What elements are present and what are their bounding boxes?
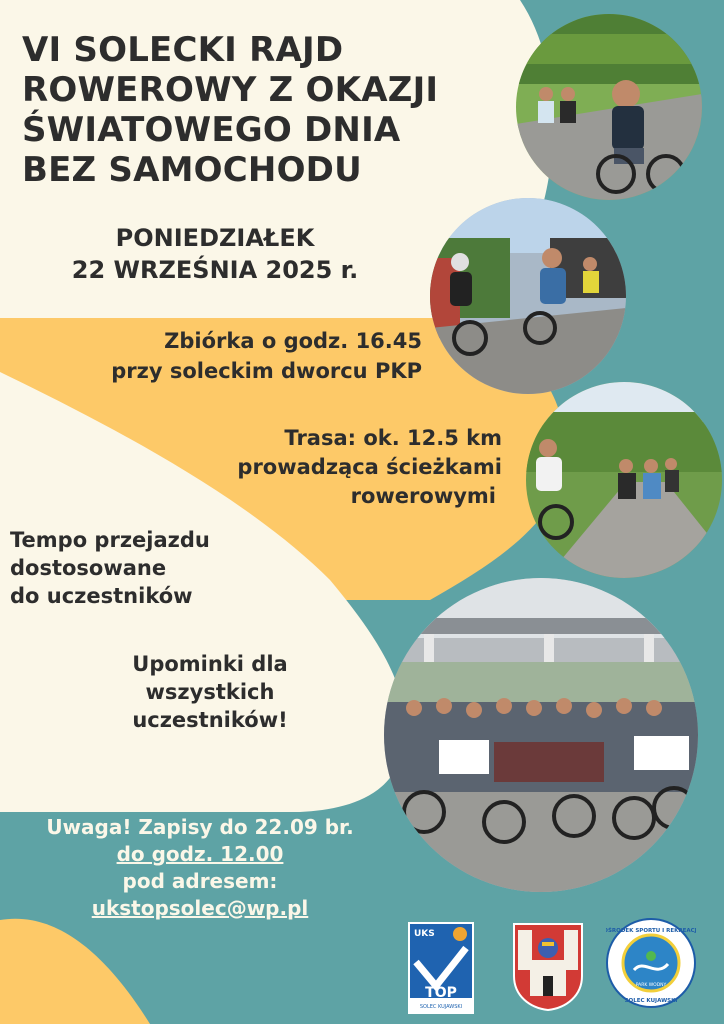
gifts-line: wszystkich — [145, 680, 275, 704]
osir-inner-text: PARK WODNY — [635, 983, 667, 988]
route-line: prowadząca ścieżkami — [237, 455, 502, 479]
signup-line: pod adresem: — [122, 869, 278, 893]
osir-bottom-text: SOLEC KUJAWSKI — [624, 998, 678, 1004]
tempo-line: Tempo przejazdu — [10, 528, 210, 552]
date-weekday: PONIEDZIAŁEK — [115, 224, 315, 252]
title-line: BEZ SAMOCHODU — [22, 150, 362, 190]
signup-note — [10, 814, 390, 922]
gifts-line: uczestników! — [132, 708, 288, 732]
signup-line: Uwaga! Zapisy do 22.09 br. — [46, 815, 354, 839]
title-line: ROWEROWY Z OKAZJI — [22, 70, 439, 110]
osir-logo — [606, 918, 696, 1008]
route-info — [150, 424, 502, 511]
signup-deadline: do godz. 12.00 — [116, 842, 284, 866]
meeting-line: Zbiórka o godz. 16.45 — [164, 329, 422, 353]
event-date — [20, 222, 410, 286]
gifts-line: Upominki dla — [132, 652, 288, 676]
route-line: Trasa: ok. 12.5 km — [284, 426, 502, 450]
uks-top-logo — [408, 922, 474, 1014]
group-photo — [384, 578, 698, 892]
coat-of-arms-logo — [510, 920, 586, 1012]
tempo-line: dostosowane — [10, 556, 167, 580]
tempo-line: do uczestników — [10, 584, 193, 608]
top-label: TOP — [425, 985, 457, 1001]
title-line: ŚWIATOWEGO DNIA — [22, 110, 401, 150]
uks-label: UKS — [414, 929, 435, 939]
event-title — [22, 30, 492, 190]
title-line: VI SOLECKI RAJD — [22, 30, 344, 70]
osir-ring-text: OŚRODEK SPORTU I REKREACJI — [606, 928, 696, 934]
cyclists-photo-3 — [526, 382, 722, 578]
meeting-line: przy soleckim dworcu PKP — [111, 359, 422, 383]
cyclists-photo-2 — [430, 198, 626, 394]
meeting-info — [30, 326, 422, 386]
tempo-info — [10, 526, 310, 610]
signup-email-link[interactable]: ukstopsolec@wp.pl — [91, 896, 309, 920]
route-line: rowerowymi — [350, 484, 496, 508]
gifts-info — [60, 650, 360, 734]
uks-sub-label: SOLEC KUJAWSKI — [419, 1004, 463, 1010]
cyclists-photo-1 — [516, 14, 702, 200]
date-day: 22 WRZEŚNIA 2025 r. — [71, 256, 359, 284]
